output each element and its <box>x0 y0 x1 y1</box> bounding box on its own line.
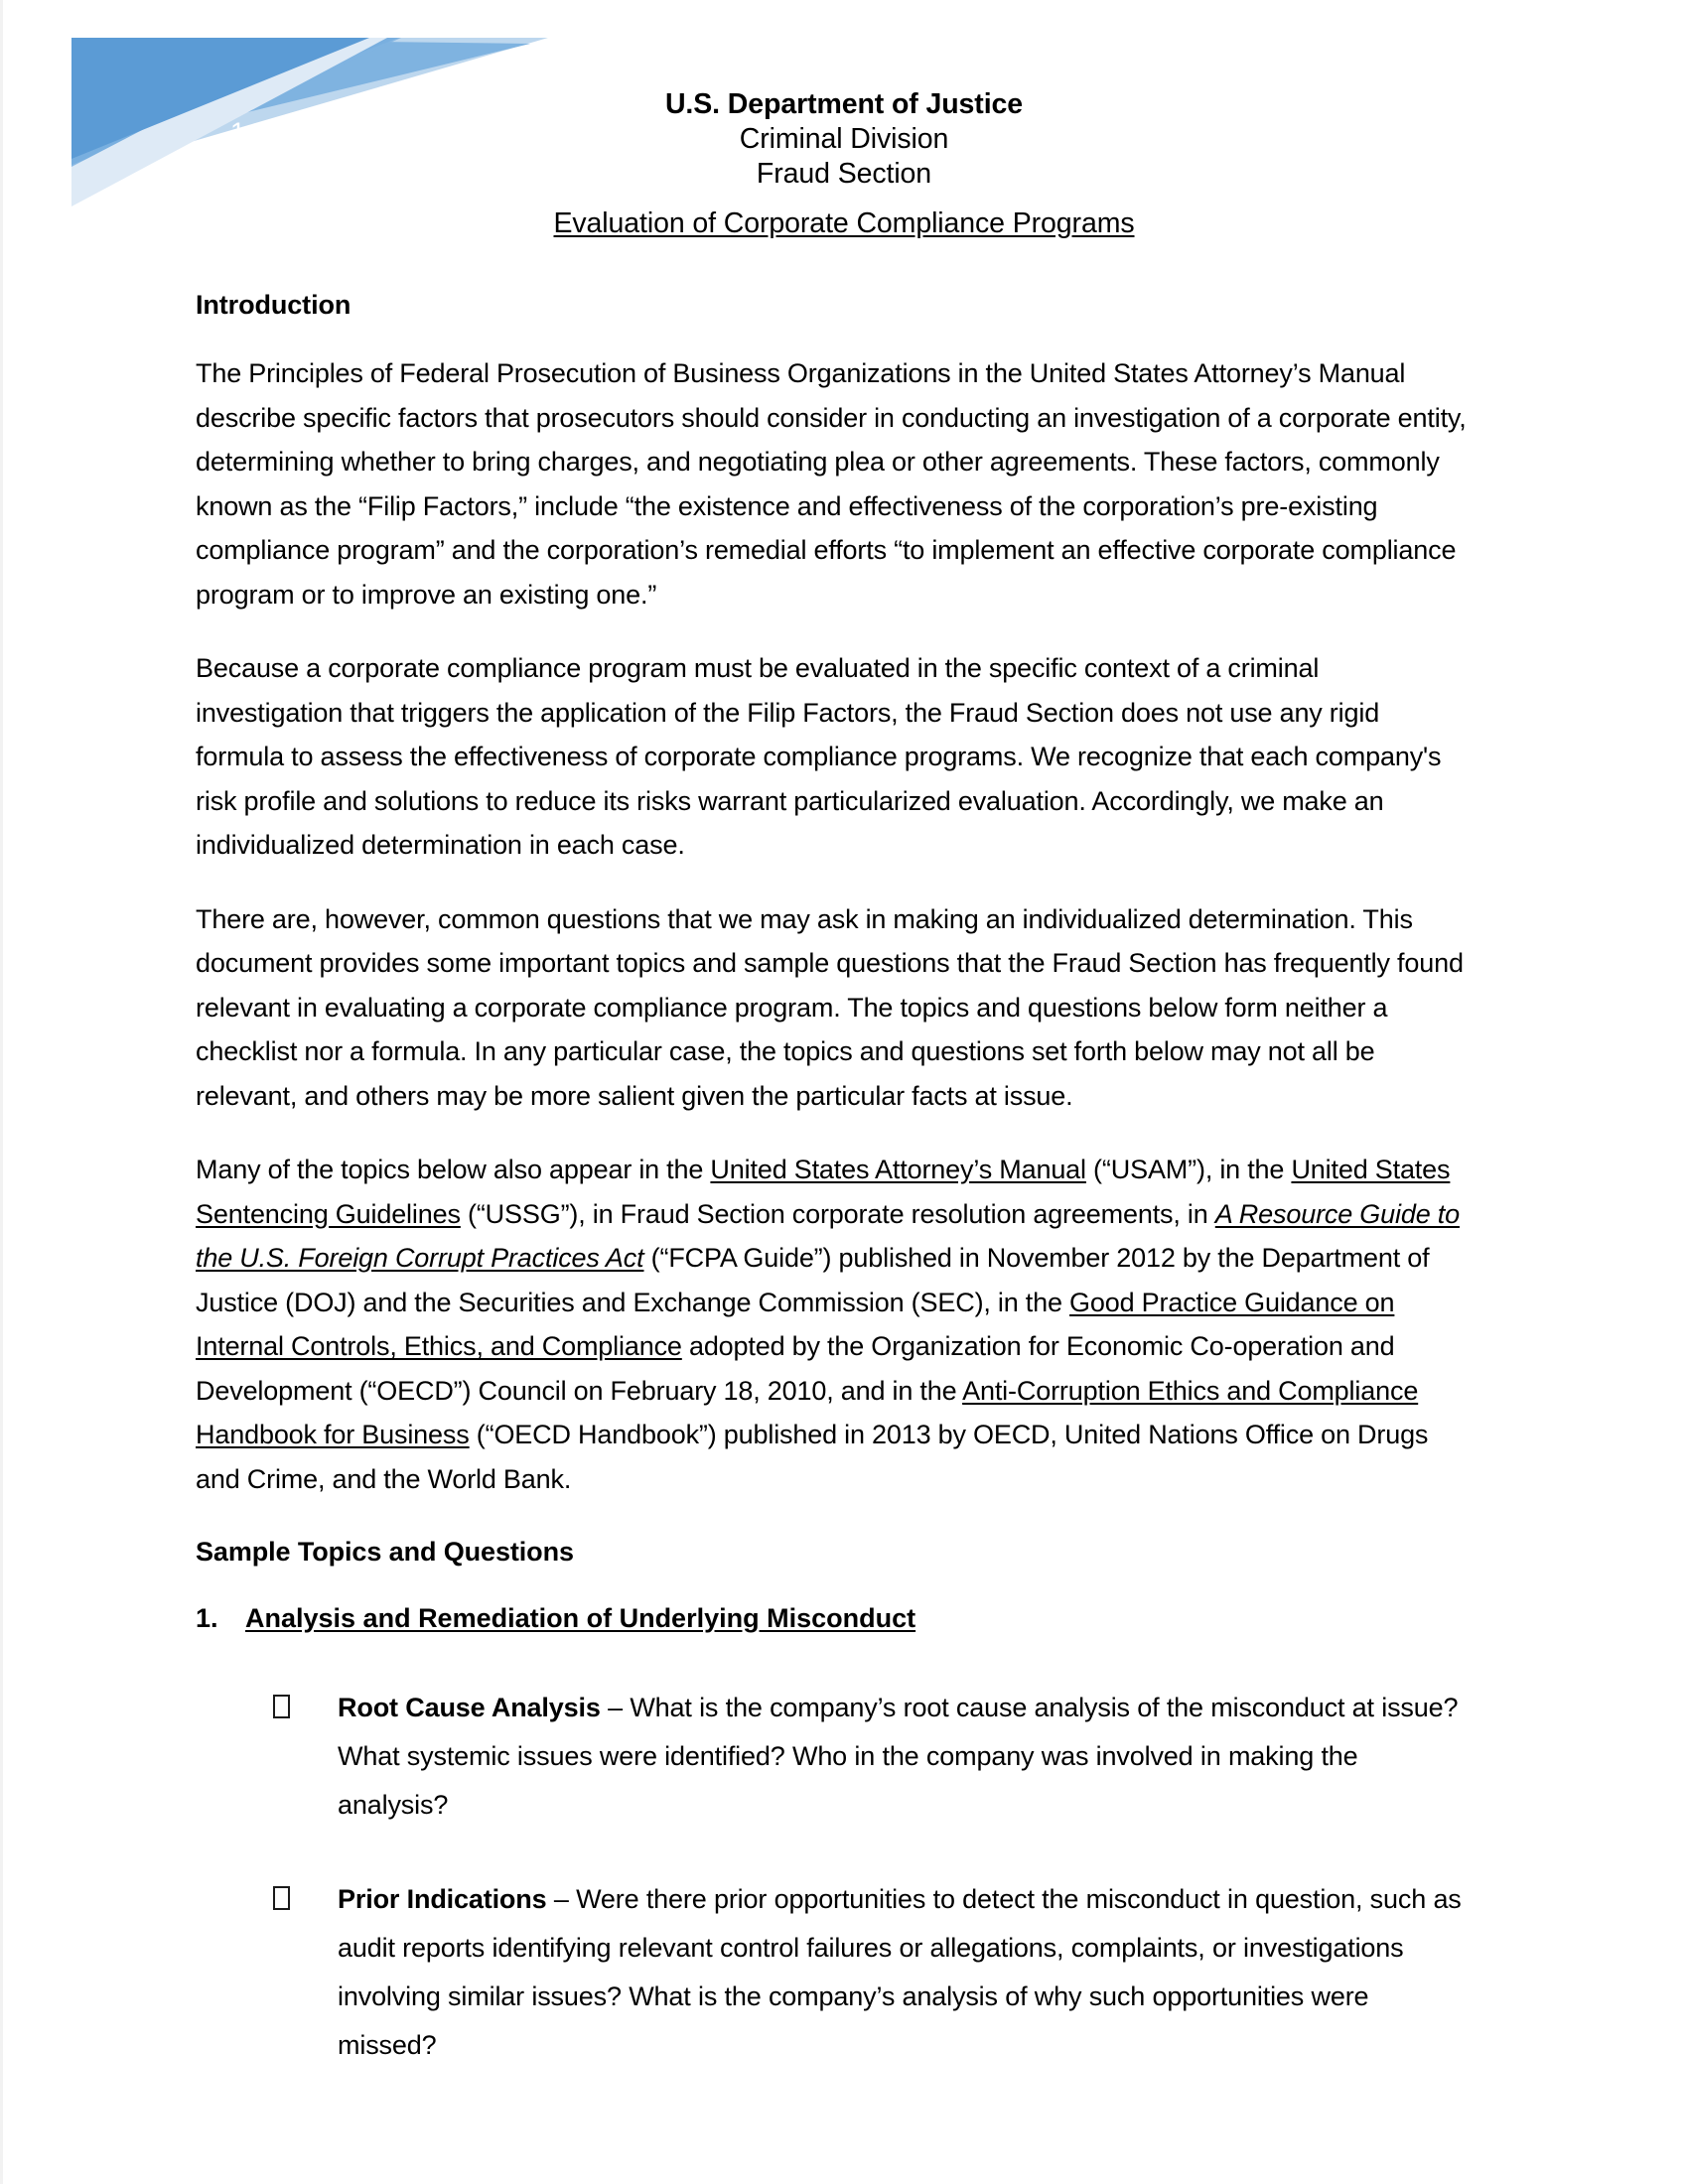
title-subject-wrapper <box>149 206 1539 241</box>
bullet-term: Root Cause Analysis <box>338 1693 601 1722</box>
bullet-item-root-cause-analysis <box>273 1684 1467 1830</box>
p4-segment-2: (“USAM”), in the <box>1085 1155 1292 1184</box>
question-bullet-list <box>196 1684 1467 2070</box>
heading-introduction: Introduction <box>196 290 352 320</box>
reference-link-oecd-handbook[interactable]: Anti-Corruption Ethics and Compliance Handbook for Business <box>196 1375 1419 1449</box>
empty-box-bullet-icon <box>273 1886 290 1910</box>
topic-list <box>196 1598 1467 1638</box>
empty-box-bullet-icon <box>273 1695 290 1718</box>
bullet-dash: – <box>546 1884 577 1914</box>
bullet-dash: – <box>600 1693 631 1722</box>
paragraph-2: Because a corporate compliance program must be evaluated in the specific context of a criminal investigation that triggers the application of the Filip Factors, the Fraud Section does not use any rigid formula to assess the effectiveness of corporate compliance programs. We recognize that each company's risk profile and solutions to reduce its risks warrant particularized evaluation. Accordingly, we make an individualized determination in each case. <box>196 653 1442 860</box>
reference-link-good-practice-guidance[interactable]: Good Practice Guidance on Internal Controls, Ethics, and Compliance <box>196 1287 1395 1361</box>
bullet-term: Prior Indications <box>338 1884 547 1914</box>
document-body <box>196 288 1467 2070</box>
p4-segment-3: (“USSG”), in Fraud Section corporate resolution agreements, in <box>460 1198 1215 1229</box>
page-number: 1 <box>230 117 246 147</box>
p4-segment-6: (“OECD Handbook”) published in 2013 by OECD, United Nations Office on Drugs and Crime, and the World Bank. <box>196 1420 1429 1494</box>
reference-link-fcpa-guide[interactable]: A Resource Guide to the U.S. Foreign Corrupt Practices Act <box>196 1198 1460 1273</box>
topic-item-1 <box>196 1598 1467 1638</box>
title-subject: Evaluation of Corporate Compliance Programs <box>553 207 1135 239</box>
title-block <box>149 87 1539 241</box>
reference-link-usam[interactable]: United States Attorney’s Manual <box>710 1155 1086 1184</box>
topic-title: Analysis and Remediation of Underlying Misconduct <box>245 1603 916 1633</box>
page-edge <box>0 0 3 2184</box>
p4-segment-4: (“FCPA Guide”) published in November 2012 by the Department of Justice (DOJ) and the Securities and Exchange Commission (SEC), in the <box>196 1243 1430 1317</box>
topic-number: 1. <box>196 1603 218 1633</box>
bullet-item-prior-indications <box>273 1875 1467 2070</box>
bullet-text: Were there prior opportunities to detect the misconduct in question, such as audit reports identifying relevant control failures or allegations, complaints, or investigations involving similar issues? What is the company’s analysis of why such opportunities were missed? <box>338 1884 1462 2060</box>
bullet-text: What is the company’s root cause analysis of the misconduct at issue? What systemic issues were identified? Who in the company was involved in making the analysis? <box>338 1693 1459 1820</box>
p4-segment-1: Many of the topics below also appear in the <box>196 1155 711 1184</box>
p4-segment-5: adopted by the Organization for Economic Co-operation and Development (“OECD”) Council on February 18, 2010, and in the <box>196 1331 1395 1406</box>
paragraph-4-references <box>196 1148 1467 1501</box>
paragraph-1: The Principles of Federal Prosecution of Business Organizations in the United States Attorney’s Manual describe specific factors that prosecutors should consider in conducting an investigation of a corporate entity, determining whether to bring charges, and negotiating plea or other agreements. These factors, commonly known as the “Filip Factors,” include “the existence and effectiveness of the corporation’s pre-existing compliance program” and the corporation’s remedial efforts “to implement an effective corporate compliance program or to improve an existing one.” <box>196 358 1467 610</box>
heading-sample-topics: Sample Topics and Questions <box>196 1537 574 1567</box>
paragraph-3: There are, however, common questions that we may ask in making an individualized determination. This document provides some important topics and sample questions that the Fraud Section has frequently found relevant in evaluating a corporate compliance program. The topics and questions below form neither a checklist nor a formula. In any particular case, the topics and questions set forth below may not all be relevant, and others may be more salient given the particular facts at issue. <box>196 903 1464 1111</box>
title-department: U.S. Department of Justice <box>664 88 1024 120</box>
title-division: Criminal Division <box>739 123 949 155</box>
title-section: Fraud Section <box>756 158 932 190</box>
reference-link-ussg[interactable]: United States Sentencing Guidelines <box>196 1155 1451 1229</box>
